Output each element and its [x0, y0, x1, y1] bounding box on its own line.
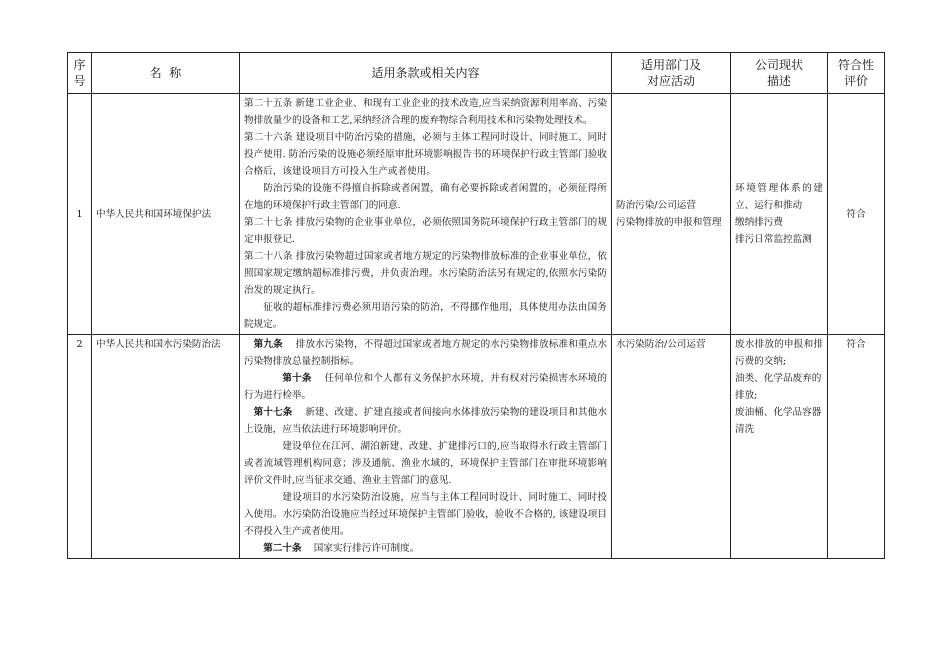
clause-text: 征收的超标准排污费必须用语污染的防治，不得挪作他用，具体使用办法由国务院规定。: [244, 302, 607, 330]
header-clause: 适用条款或相关内容: [240, 53, 612, 94]
regulation-table: [67, 52, 885, 559]
clause-text: 第二十六条 建设项目中防治污染的措施，必须与主体工程同时设计、同时施工、同时投产使用. 防治污染的设施必须经原审批环境影响报告书的环境保护行政主管部门验收合格后，该建设项目方可投入生产或者使用。: [244, 132, 607, 177]
row-law-name: 中华人民共和国环境保护法: [92, 94, 240, 335]
clause-text: 第十条 任何单位和个人都有义务保护水环境，并有权对污染损害水环境的行为进行检举。: [244, 373, 607, 401]
status-item: 废水排放的申报和排污费的交纳;: [735, 339, 823, 367]
clause-text: 第二十五条 新建工业企业、和现有工业企业的技术改造,应当采纳资源利用率高、污染物排放量少的设备和工艺,采纳经济合理的废弃物综合利用技术和污染物处理技术。: [244, 98, 607, 126]
clause-text: 防治污染的设施不得擅自拆除或者闲置，确有必要拆除或者闲置的，必须征得所在地的环境保护行政主管部门的同意.: [244, 183, 607, 211]
clause-text: 第二十条 国家实行排污许可制度。: [263, 543, 420, 554]
header-status: 公司现状 描述: [731, 53, 828, 94]
row-clauses: [240, 94, 612, 335]
row-law-name: 中华人民共和国水污染防治法: [92, 335, 240, 559]
header-row: [68, 53, 885, 94]
row-dept: 防治污染/公司运营 污染物排放的申报和管理: [612, 94, 731, 335]
clause-text: 建设项目的水污染防治设施，应当与主体工程同时设计、同时施工、同时投入使用。水污染防治设施应当经过环境保护主管部门验收，验收不合格的, 该建设项目不得投入生产或者使用。: [244, 492, 607, 537]
status-item: 环境管理体系的建立、运行和推动: [735, 183, 823, 211]
row-eval: 符合: [828, 335, 885, 559]
status-item: 油类、化学品废弃的排放;: [735, 373, 822, 401]
clause-text: 第二十七条 排放污染物的企业事业单位，必须依照国务院环境保护行政主管部门的规定申报登记.: [244, 217, 607, 245]
clause-lead: 第十条: [282, 373, 312, 384]
status-item: 废油桶、化学品容器清洗: [735, 407, 822, 435]
header-dept: 适用部门及 对应活动: [612, 53, 731, 94]
row-no: 2: [68, 335, 92, 559]
row-status: [731, 335, 828, 559]
table-row: [68, 94, 885, 335]
clause-text: 第十七条 新建、改建、扩建直接或者间接向水体排放污染物的建设项目和其他水上设施，应当依法进行环境影响评价。: [244, 407, 608, 435]
row-eval: 符合: [828, 94, 885, 335]
clause-text: 建设单位在江河、湖泊新建、改建、扩建排污口的,应当取得水行政主管部门或者流域管理机构同意；涉及通航、渔业水域的，环境保护主管部门在审批环境影响评价文件时,应当征求交通、渔业主管部门的意见.: [244, 441, 607, 486]
status-item: 排污日常监控监测: [735, 234, 812, 245]
clause-lead: 第二十条: [263, 543, 302, 554]
header-no: 序 号: [68, 53, 92, 94]
clause-text: 第二十八条 排放污染物超过国家或者地方规定的污染物排放标准的企业事业单位，依照国家规定缴纳超标准排污费，并负责治理。水污染防治法另有规定的,依照水污染防治发的规定执行。: [244, 251, 607, 296]
header-name: 名 称: [92, 53, 240, 94]
clause-text: 第九条 排放水污染物，不得超过国家或者地方规定的水污染物排放标准和重点水污染物排放总量控制指标。: [244, 339, 608, 367]
clause-lead: 第九条: [253, 339, 283, 350]
row-status: [731, 94, 828, 335]
table-row: [68, 335, 885, 559]
status-item: 缴纳排污费: [735, 217, 783, 228]
row-dept: 水污染防治/公司运营: [612, 335, 731, 559]
row-no: 1: [68, 94, 92, 335]
clause-lead: 第十七条: [253, 407, 293, 418]
row-clauses: [240, 335, 612, 559]
header-eval: 符合性 评价: [828, 53, 885, 94]
